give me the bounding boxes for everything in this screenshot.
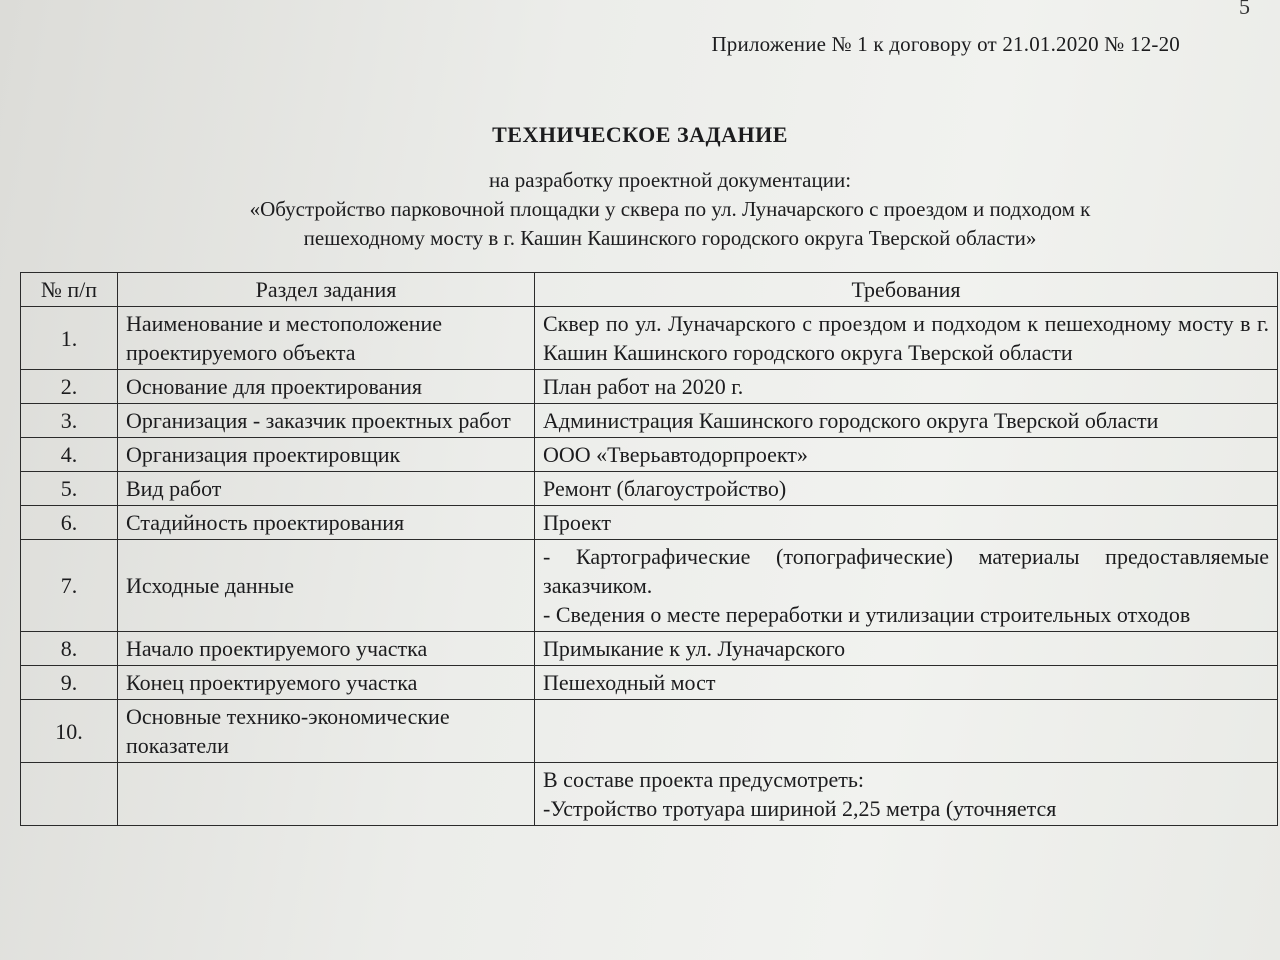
subtitle-line: пешеходному мосту в г. Кашин Кашинского городского округа Тверской области»	[303, 226, 1037, 250]
table-row	[21, 632, 1278, 666]
appendix-reference: Приложение № 1 к договору от 21.01.2020 № 12-20	[711, 32, 1180, 56]
row-section: Наименование и местоположение проектируемого объекта	[118, 307, 535, 370]
row-number: 3.	[21, 404, 118, 438]
requirement-line: -Устройство тротуара шириной 2,25 метра (уточняется	[543, 796, 1057, 821]
row-section: Основные технико-экономические показатели	[118, 700, 535, 763]
table-row	[21, 700, 1278, 763]
header-requirements: Требования	[535, 273, 1278, 307]
row-number: 1.	[21, 307, 118, 370]
table-row	[21, 404, 1278, 438]
row-section: Организация - заказчик проектных работ	[118, 404, 535, 438]
header-number: № п/п	[21, 273, 118, 307]
row-section: Стадийность проектирования	[118, 506, 535, 540]
table-row	[21, 307, 1278, 370]
row-section: Организация проектировщик	[118, 438, 535, 472]
row-number: 4.	[21, 438, 118, 472]
row-section: Вид работ	[118, 472, 535, 506]
row-number: 6.	[21, 506, 118, 540]
table-row	[21, 666, 1278, 700]
row-requirements: Сквер по ул. Луначарского с проездом и подходом к пешеходному мосту в г. Кашин Кашинского городского округа Тверской области	[535, 307, 1278, 370]
row-requirements: Примыкание к ул. Луначарского	[535, 632, 1278, 666]
row-number: 8.	[21, 632, 118, 666]
row-requirements: Администрация Кашинского городского округа Тверской области	[535, 404, 1278, 438]
row-section	[118, 763, 535, 826]
row-number	[21, 763, 118, 826]
row-number: 5.	[21, 472, 118, 506]
row-section: Начало проектируемого участка	[118, 632, 535, 666]
row-number: 10.	[21, 700, 118, 763]
row-requirements	[535, 540, 1278, 632]
table-row	[21, 370, 1278, 404]
row-requirements: Ремонт (благоустройство)	[535, 472, 1278, 506]
row-requirements: Пешеходный мост	[535, 666, 1278, 700]
row-section: Исходные данные	[118, 540, 535, 632]
subtitle-line: на разработку проектной документации:	[488, 168, 852, 192]
header-section: Раздел задания	[118, 273, 535, 307]
subtitle-line: «Обустройство парковочной площадки у сквера по ул. Луначарского с проездом и подходом к	[249, 197, 1091, 221]
table-row	[21, 438, 1278, 472]
row-requirements	[535, 700, 1278, 763]
row-requirements: Проект	[535, 506, 1278, 540]
requirement-line: - Сведения о месте переработки и утилизации строительных отходов	[543, 602, 1191, 627]
page-number-mark: 5	[1239, 0, 1250, 19]
row-section: Конец проектируемого участка	[118, 666, 535, 700]
row-requirements	[535, 763, 1278, 826]
row-number: 2.	[21, 370, 118, 404]
row-requirements: ООО «Тверьавтодорпроект»	[535, 438, 1278, 472]
table-row	[21, 472, 1278, 506]
document-title: ТЕХНИЧЕСКОЕ ЗАДАНИЕ	[492, 122, 788, 147]
table-header-row	[21, 273, 1278, 307]
table-row	[21, 506, 1278, 540]
table-row	[21, 540, 1278, 632]
row-number: 7.	[21, 540, 118, 632]
row-section: Основание для проектирования	[118, 370, 535, 404]
requirement-line: В составе проекта предусмотреть:	[543, 767, 865, 792]
row-number: 9.	[21, 666, 118, 700]
table-row	[21, 763, 1278, 826]
specification-table	[20, 272, 1278, 826]
row-requirements: План работ на 2020 г.	[535, 370, 1278, 404]
document-subtitle	[0, 166, 1280, 253]
requirement-line: - Картографические (топографические) материалы предоставляемые заказчиком.	[543, 544, 1269, 598]
